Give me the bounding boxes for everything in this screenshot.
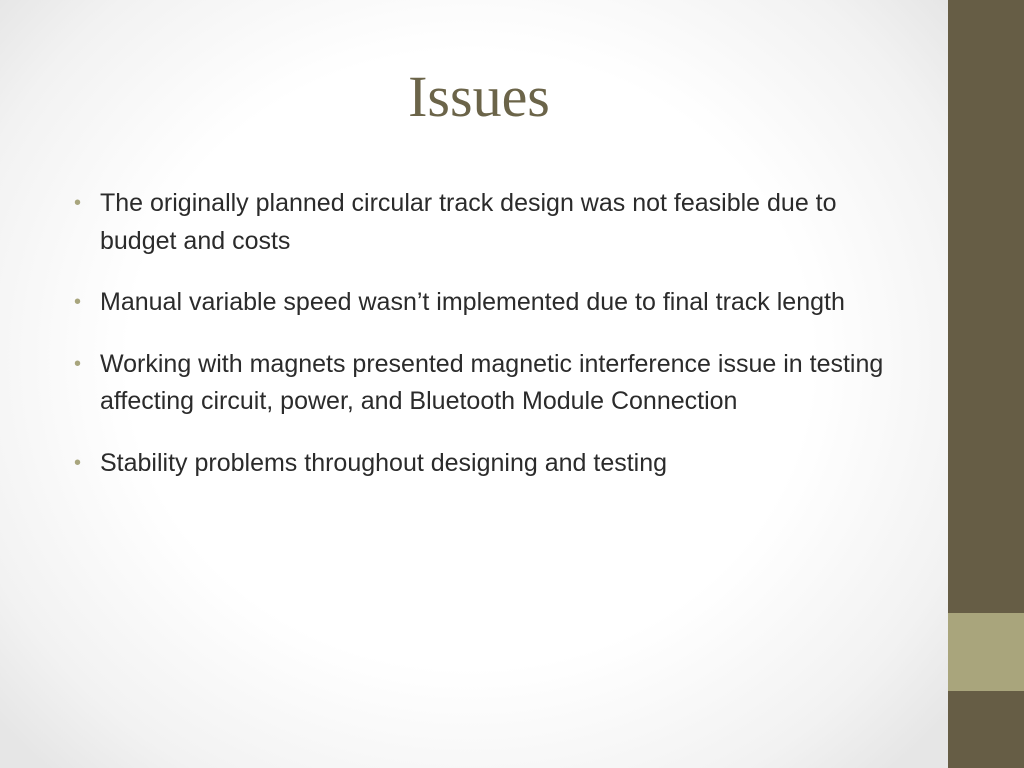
bullet-dot-icon: • [74,192,82,214]
slide-title: Issues [408,64,550,129]
bullet-text: The originally planned circular track design was not feasible due to budget and costs [100,189,837,255]
bullet-item [72,346,902,421]
side-bar-dark-segment-bottom [948,691,1024,768]
bullet-text: Stability problems throughout designing and testing [100,448,668,477]
bullet-item [72,185,902,260]
side-bar-accent-segment [948,613,1024,691]
bullet-text: Manual variable speed wasn’t implemented due to final track length [100,288,845,316]
decorative-side-bar [948,0,1024,768]
side-bar-dark-segment [948,0,1024,613]
bullet-item [72,284,902,322]
bullet-dot-icon: • [74,352,82,375]
bullet-dot-icon: • [74,291,82,313]
bullet-text: Working with magnets presented magnetic interference issue in testing affecting circuit, power, and Bluetooth Module Connection [100,349,884,415]
bullet-item [72,445,902,483]
bullet-list [72,185,902,506]
bullet-dot-icon: • [74,451,82,474]
